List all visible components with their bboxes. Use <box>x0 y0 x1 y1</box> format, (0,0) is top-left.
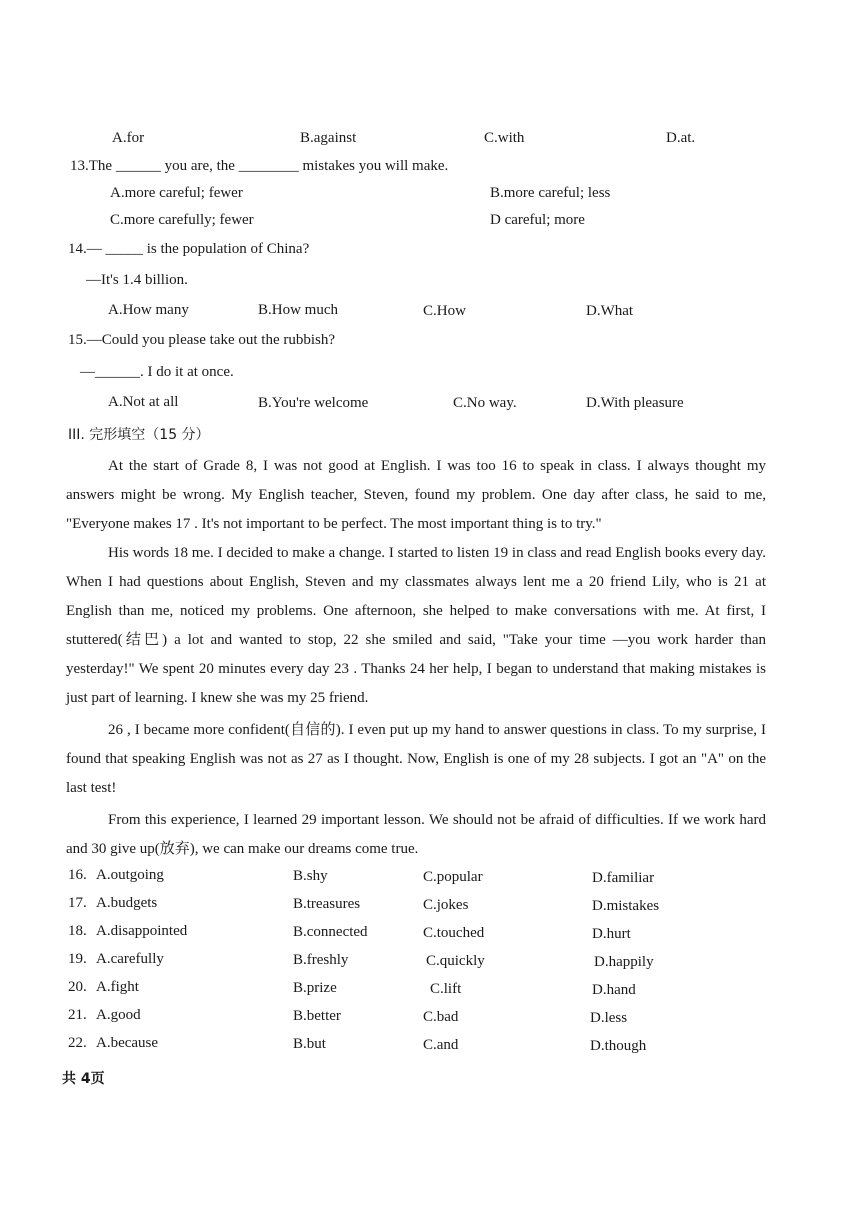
choice-a: A.disappointed <box>96 923 188 939</box>
choice-c: C.popular <box>423 869 483 885</box>
choice-d: D.familiar <box>592 870 655 886</box>
q14-answer: —It's 1.4 billion. <box>86 272 188 288</box>
q15-stem: 15.—Could you please take out the rubbish? <box>68 332 336 348</box>
choice-d: D.though <box>590 1038 647 1054</box>
page-count-footer: 共 4页 <box>62 1071 105 1087</box>
choice-a: A.good <box>96 1007 141 1023</box>
choice-a: A.fight <box>96 979 139 995</box>
q14-stem: 14.— _____ is the population of China? <box>68 241 310 257</box>
choice-a: A.budgets <box>96 895 158 911</box>
q12-option-b: B.against <box>300 130 357 146</box>
section-title-cloze: III. 完形填空（15 分） <box>68 427 210 443</box>
paragraph-2-text: His words 18 me. I decided to make a change. I started to listen 19 in class and read English books every day. When I had questions about English, Steven and my classmates always lent me a 20 friend Lily, who is 21 at English than me, noticed my problems. One afternoon, she helped to make conversations with me. At first, I stuttered(结巴) a lot and wanted to stop, 22 she smiled and said, "Take your time —you work harder than yesterday!" We spent 20 minutes every day 23 . Thanks 24 her help, I began to understand that making mistakes is just part of learning. I knew she was my 25 friend. <box>66 545 766 706</box>
choice-number: 22. <box>68 1035 87 1051</box>
choice-c: C.bad <box>423 1009 459 1025</box>
choice-d: D.mistakes <box>592 898 660 914</box>
q14-option-c: C.How <box>423 303 466 319</box>
choice-number: 17. <box>68 895 87 911</box>
choice-number: 19. <box>68 951 87 967</box>
choice-c: C.lift <box>430 981 462 997</box>
q13-stem: 13.The ______ you are, the ________ mistakes you will make. <box>70 158 449 174</box>
q14-option-d: D.What <box>586 303 634 319</box>
choice-b: B.prize <box>293 980 337 996</box>
choice-c: C.quickly <box>426 953 485 969</box>
choice-a: A.carefully <box>96 951 164 967</box>
paragraph-3-text: 26 , I became more confident(自信的). I even put up my hand to answer questions in class. To my surprise, I found that speaking English was not as 27 as I thought. Now, English is one of my 28 subjects. I got an "A" on the last test! <box>66 722 766 796</box>
choice-a: A.outgoing <box>96 867 164 883</box>
choice-number: 16. <box>68 867 87 883</box>
choice-d: D.happily <box>594 954 654 970</box>
choice-b: B.better <box>293 1008 341 1024</box>
q12-option-a: A.for <box>112 130 145 146</box>
choice-number: 20. <box>68 979 87 995</box>
q13-option-a: A.more careful; fewer <box>110 185 243 201</box>
q13-option-b: B.more careful; less <box>490 185 611 201</box>
choice-d: D.hand <box>592 982 636 998</box>
q15-option-c: C.No way. <box>453 395 517 411</box>
choice-b: B.but <box>293 1036 326 1052</box>
choice-c: C.touched <box>423 925 485 941</box>
passage-paragraph-4 <box>66 806 766 864</box>
q14-option-a: A.How many <box>108 302 189 318</box>
choice-number: 21. <box>68 1007 87 1023</box>
q15-option-a: A.Not at all <box>108 394 179 410</box>
choice-number: 18. <box>68 923 87 939</box>
choice-d: D.hurt <box>592 926 631 942</box>
choice-a: A.because <box>96 1035 159 1051</box>
q13-option-c: C.more carefully; fewer <box>110 212 254 228</box>
choice-b: B.shy <box>293 868 328 884</box>
paragraph-1-text: At the start of Grade 8, I was not good at English. I was too 16 to speak in class. I always thought my answers might be wrong. My English teacher, Steven, found my problem. One day after class, he said to me, "Everyone makes 17 . It's not important to be perfect. The most important thing is to try." <box>66 458 766 532</box>
choice-c: C.and <box>423 1037 459 1053</box>
q13-option-d: D careful; more <box>490 212 585 228</box>
choice-b: B.freshly <box>293 952 349 968</box>
choice-b: B.treasures <box>293 896 361 912</box>
choice-c: C.jokes <box>423 897 469 913</box>
paragraph-4-text: From this experience, I learned 29 important lesson. We should not be afraid of difficulties. If we work hard and 30 give up(放弃), we can make our dreams come true. <box>66 812 766 857</box>
q12-option-c: C.with <box>484 130 525 146</box>
q15-option-b: B.You're welcome <box>258 395 369 411</box>
choice-d: D.less <box>590 1010 628 1026</box>
q15-option-d: D.With pleasure <box>586 395 684 411</box>
passage-paragraph-2 <box>66 539 766 713</box>
passage-paragraph-3 <box>66 716 766 803</box>
q15-answer: —______. I do it at once. <box>80 364 234 380</box>
choice-b: B.connected <box>293 924 368 940</box>
passage-paragraph-1 <box>66 452 766 539</box>
q12-option-d: D.at. <box>666 130 696 146</box>
q14-option-b: B.How much <box>258 302 338 318</box>
